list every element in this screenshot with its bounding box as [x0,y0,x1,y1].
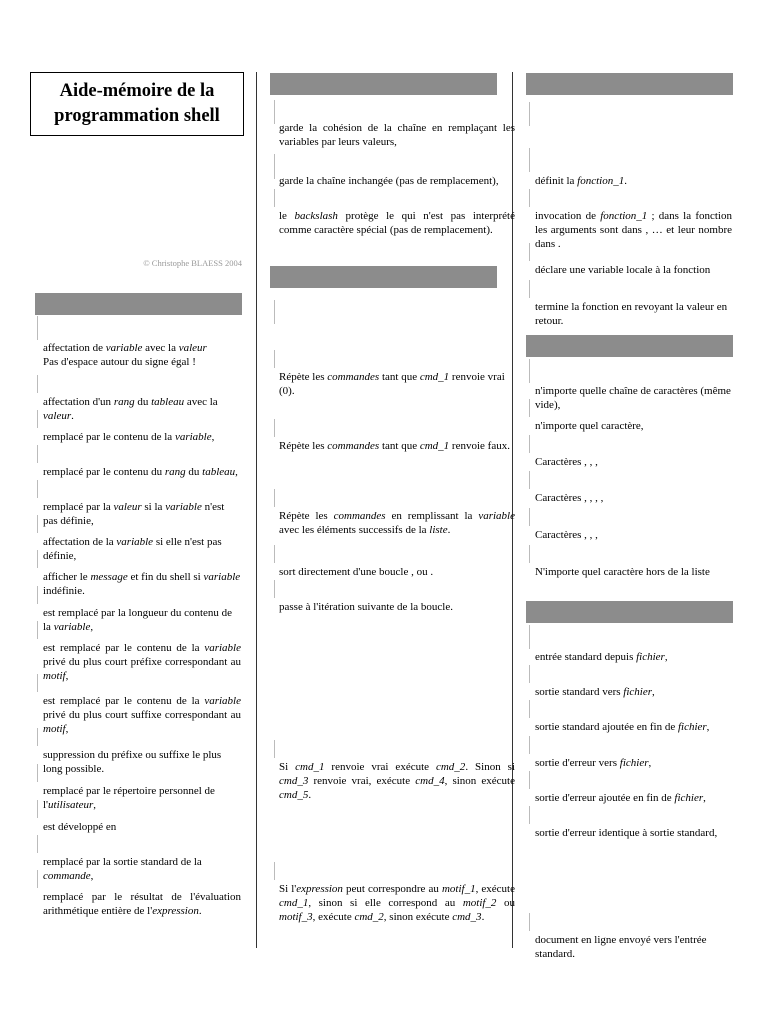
entry-marker [37,445,38,463]
text-run: afficher le [43,571,91,583]
italic-term: motif [43,670,66,682]
entry-marker [529,771,530,789]
text-run: Répète les [279,371,328,383]
entry-text [43,855,241,883]
entry-marker [529,630,530,648]
italic-term: variable [478,510,515,522]
italic-term: variable [105,342,143,354]
entry-text [279,600,515,614]
entry-text [535,209,732,251]
text-run: est remplacé par le contenu de la [43,695,205,707]
text-run: passe à l'itération suivante de la boucle. [279,601,453,613]
entry-marker [274,740,275,758]
entry-text [43,341,241,369]
entry-marker [274,189,275,207]
text-run: sortie standard ajoutée en fin de [535,721,678,733]
column-2 [256,0,516,1024]
text-run: en remplissant la [385,510,479,522]
italic-term: cmd_4 [415,775,445,787]
entry-text [535,720,732,734]
entry-marker [529,508,530,526]
italic-term: variable [203,571,241,583]
entry-text [535,650,732,664]
text-run: . Sinon si [465,761,515,773]
italic-term: fichier [636,651,665,663]
italic-term: utilisateur [48,799,94,811]
text-run: , exécute [312,911,355,923]
text-run: si la [141,501,166,513]
entry-marker [529,399,530,417]
italic-term: motif_1 [441,883,476,895]
text-run: tant que [379,440,420,452]
text-run: renvoie vrai exécute [324,761,436,773]
text-run: . [308,789,312,801]
entry-marker [37,550,38,568]
italic-term: fonction_1 [600,210,648,222]
text-run: document en ligne envoyé vers l'entrée standard. [535,934,707,960]
text-run: si elle n'est pas définie, [43,536,222,562]
entry-marker [529,545,530,563]
text-run: renvoie vrai, exécute [308,775,416,787]
entry-marker [274,300,275,324]
entry-text [43,641,241,683]
text-run: ; dans la fonction les arguments sont dans , … et leur nombre dans . [535,210,732,250]
text-run: , [211,431,215,443]
entry-text [279,565,515,579]
text-run: , sinon exécute [383,911,453,923]
entry-marker [274,101,275,119]
text-run: Caractères , , , [535,456,598,468]
text-run: suppression du préfixe ou suffixe le plus long possible. [43,749,222,775]
entry-text [43,500,241,528]
italic-term: motif_3 [279,911,313,923]
entry-marker [529,280,530,298]
text-run: , [703,792,706,804]
entry-text [279,439,515,453]
text-run: Pas d'espace autour du signe égal ! [43,356,196,368]
text-run: affectation de [43,342,106,354]
column-3 [512,0,768,1024]
entry-text [535,300,732,328]
text-run: Caractères , , , , [535,492,604,504]
italic-term: fichier [619,757,649,769]
entry-text [279,209,515,237]
entry-text [535,263,732,277]
text-run: , [648,757,652,769]
text-run: Si l' [279,883,297,895]
entry-text [535,491,732,505]
text-run: remplacé par le contenu du [43,466,165,478]
entry-marker [529,189,530,207]
copyright-notice: © Christophe BLAESS 2004 [143,258,242,268]
text-run: . [624,175,627,187]
text-run: termine la fonction en revoyant la valeur en retour. [535,301,728,327]
italic-term: fichier [674,792,704,804]
entry-text [43,606,241,634]
column-1 [0,0,256,1024]
text-run: Répète les [279,440,328,452]
text-run: entrée standard depuis [535,651,637,663]
text-run: N'importe quel caractère hors de la liste [535,566,710,578]
text-run: avec la [184,396,218,408]
title-line-1: Aide-mémoire de la [59,81,215,101]
text-run: indéfinie. [43,585,85,597]
italic-term: variable [174,431,212,443]
text-run: . [481,911,485,923]
entry-text [43,465,241,479]
entry-marker [37,321,38,339]
italic-term: commandes [333,510,386,522]
entry-marker [37,375,38,393]
entry-marker [274,545,275,563]
entry-text [43,395,241,423]
entry-marker [274,580,275,598]
text-run: du [185,466,203,478]
italic-term: fichier [677,721,707,733]
text-run: peut correspondre au [342,883,442,895]
entry-marker [529,913,530,931]
entry-marker [37,480,38,498]
text-run: , [652,686,655,698]
text-run: , sinon si elle correspond au [308,897,463,909]
text-run: du [134,396,152,408]
entry-text [279,760,515,802]
text-run: définit la [535,175,578,187]
text-run: , [93,799,97,811]
italic-term: variable [116,536,154,548]
entries-list [256,0,516,1024]
entry-text [43,694,241,736]
entry-marker [37,586,38,604]
italic-term: cmd_1 [419,371,450,383]
italic-term: valeur [178,342,207,354]
italic-term: backslash [294,210,338,222]
entry-marker [274,350,275,368]
entry-marker [529,736,530,754]
entry-marker [529,471,530,489]
entry-text [43,535,241,563]
text-run: Caractères , , , [535,529,598,541]
italic-term: tableau [151,396,185,408]
entry-text [535,384,732,412]
text-run: affectation d'un [43,396,114,408]
italic-term: commandes [327,371,380,383]
entry-marker [274,154,275,172]
text-run: , [706,721,710,733]
italic-term: cmd_3 [452,911,482,923]
text-run: invocation de [535,210,601,222]
entry-marker [37,835,38,853]
italic-term: variable [53,621,91,633]
entries-list [0,0,256,1024]
entry-text [535,174,732,188]
entry-marker [274,862,275,880]
text-run: garde la chaîne inchangée (pas de remplacement), [279,175,499,187]
entry-marker [529,435,530,453]
entry-text [43,430,241,444]
italic-term: variable [204,642,241,654]
entry-marker [274,419,275,437]
text-run: renvoie faux. [449,440,510,452]
entry-marker [529,665,530,683]
text-run: sortie d'erreur vers [535,757,620,769]
italic-term: expression [152,905,199,917]
text-run: . [198,905,202,917]
text-run: . [447,524,451,536]
text-run: , [235,466,238,478]
entry-text [535,933,732,961]
entry-marker [37,674,38,692]
italic-term: tableau [202,466,236,478]
entry-marker [37,728,38,746]
italic-term: cmd_1 [279,897,309,909]
italic-term: variable [204,695,241,707]
text-run: déclare une variable locale à la fonction [535,264,711,276]
italic-term: motif [43,723,66,735]
italic-term: rang [113,396,135,408]
text-run: le [279,210,295,222]
entry-marker [37,800,38,818]
entry-text [279,174,515,188]
text-run: est remplacé par le contenu de la [43,642,205,654]
entry-text [43,748,241,776]
entry-text [535,419,732,433]
entry-marker [529,102,530,126]
italic-term: cmd_2 [435,761,466,773]
text-run: remplacé par le répertoire personnel de l' [43,785,215,811]
text-run: privé du plus court préfixe correspondant au [43,656,241,668]
entry-text [535,455,732,469]
italic-term: fonction_1 [577,175,625,187]
entry-text [535,685,732,699]
text-run: . [71,410,74,422]
italic-term: valeur [43,410,72,422]
text-run: , sinon exécute [444,775,515,787]
text-run: Si [279,761,296,773]
text-run: est développé en [43,821,117,833]
text-run: , [664,651,668,663]
text-run: privé du plus court suffixe correspondant au [43,709,241,721]
italic-term: variable [165,501,202,513]
text-run: remplacé par la sortie standard de la [43,856,202,868]
entry-marker [37,764,38,782]
text-run: n'importe quel caractère, [535,420,644,432]
entry-marker [37,621,38,639]
text-run: sortie d'erreur ajoutée en fin de [535,792,675,804]
italic-term: commande [43,870,91,882]
italic-term: rang [164,466,186,478]
text-run: protège le qui n'est pas interprété comme caractère spécial (pas de remplacement). [279,210,515,236]
text-run: sort directement d'une boucle , ou . [279,566,434,578]
entry-text [279,121,515,149]
entry-marker [37,870,38,888]
text-run: sortie standard vers [535,686,624,698]
text-run: remplacé par la [43,501,114,513]
entry-marker [37,515,38,533]
text-run: est remplacé par la longueur du contenu de la [43,607,233,633]
entry-marker [529,154,530,172]
text-run: garde la cohésion de la chaîne en remplaçant les variables par leurs valeurs, [279,122,515,148]
text-run: renvoie vrai (0). [279,371,505,397]
entries-list [512,0,768,1024]
text-run: , exécute [475,883,515,895]
text-run: avec les éléments successifs de la [279,524,430,536]
text-run: Répète les [279,510,334,522]
text-run: n'est pas définie, [43,501,225,527]
text-run: remplacé par le résultat de l'évaluation arithmétique entière de l' [43,891,241,917]
entry-text [279,509,515,537]
entry-marker [529,806,530,824]
text-run: ou [496,897,516,909]
text-run: sortie d'erreur identique à sortie standard, [535,827,718,839]
text-run: , [65,723,69,735]
entry-marker [37,410,38,428]
entry-text [535,756,732,770]
italic-term: fichier [623,686,652,698]
entry-text [535,791,732,805]
italic-term: cmd_2 [354,911,384,923]
italic-term: commandes [327,440,380,452]
italic-term: cmd_5 [279,789,309,801]
entry-marker [529,700,530,718]
entry-text [43,890,241,918]
entry-text [279,882,515,924]
title-line-2: programmation shell [54,106,220,126]
italic-term: motif_2 [462,897,497,909]
entry-text [279,370,515,398]
italic-term: message [90,571,128,583]
italic-term: liste [429,524,448,536]
entry-marker [274,489,275,507]
entry-text [535,826,732,840]
text-run: affectation de la [43,536,117,548]
italic-term: cmd_1 [295,761,325,773]
entry-marker [529,364,530,382]
text-run: , [90,870,94,882]
italic-term: cmd_1 [419,440,450,452]
text-run: et fin du shell si [127,571,204,583]
italic-term: valeur [113,501,142,513]
entry-marker [529,243,530,261]
italic-term: expression [296,883,343,895]
text-run: , [90,621,94,633]
text-run: n'importe quelle chaîne de caractères (même vide), [535,385,731,411]
entry-text [535,528,732,542]
text-run: tant que [379,371,420,383]
entry-text [43,570,241,598]
text-run: avec la [142,342,179,354]
entry-text [43,820,241,834]
text-run: remplacé par le contenu de la [43,431,175,443]
entry-text [43,784,241,812]
italic-term: cmd_3 [279,775,309,787]
entry-text [535,565,732,579]
text-run: , [65,670,69,682]
